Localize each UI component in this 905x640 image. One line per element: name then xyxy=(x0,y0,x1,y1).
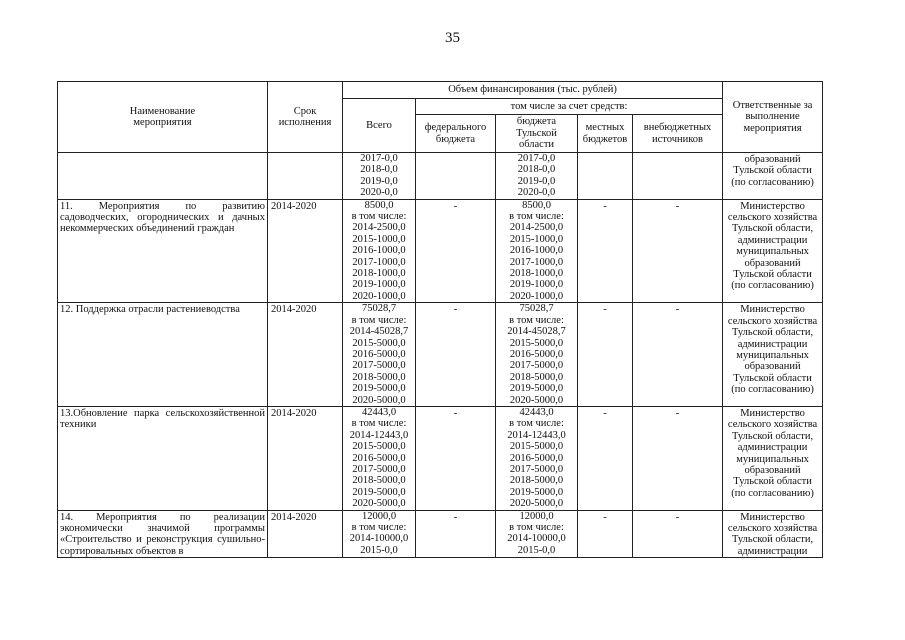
value-line: 12000,0 xyxy=(519,510,554,522)
responsible-line: администрации xyxy=(737,442,808,454)
value-line: 2018-5000,0 xyxy=(352,371,406,383)
value-line: 2019-5000,0 xyxy=(509,486,564,498)
extra-value: - xyxy=(633,303,723,407)
value-line: 2015-1000,0 xyxy=(509,233,564,245)
value-line: 8500,0 xyxy=(364,199,394,211)
value-line: 2018-0,0 xyxy=(517,164,556,176)
table-row xyxy=(58,510,823,558)
value-line: 2014-10000,0 xyxy=(507,533,566,545)
regional-values xyxy=(496,510,578,558)
responsible-line: (по согласованию) xyxy=(731,487,814,499)
value-line: 2019-5000,0 xyxy=(509,383,564,395)
header-volume: Объем финансирования (тыс. рублей) xyxy=(343,82,723,99)
value-line: 2016-5000,0 xyxy=(352,452,406,464)
total-values xyxy=(343,153,416,200)
header-local: местных бюджетов xyxy=(578,115,633,153)
value-line: 2014-12443,0 xyxy=(507,429,566,441)
value-line: 2020-1000,0 xyxy=(352,290,406,302)
table-row xyxy=(58,303,823,407)
responsible-line: Тульской области xyxy=(733,372,812,384)
measure-term: 2014-2020 xyxy=(268,406,343,510)
value-line: 2018-0,0 xyxy=(360,164,398,176)
regional-values xyxy=(496,406,578,510)
header-total: Всего xyxy=(343,99,416,153)
value-line: 2019-0,0 xyxy=(517,175,556,187)
header-responsible: Ответственные за выполнение мероприятия xyxy=(723,82,823,153)
value-line: в том числе: xyxy=(509,314,564,326)
financing-table xyxy=(57,81,823,558)
value-line: 2018-5000,0 xyxy=(352,475,406,487)
responsible-line: Тульской области xyxy=(733,269,812,281)
federal-value: - xyxy=(416,406,496,510)
value-line: 2016-1000,0 xyxy=(352,245,406,257)
total-values xyxy=(343,406,416,510)
value-line: 42443,0 xyxy=(519,406,554,418)
value-line: в том числе: xyxy=(351,418,407,430)
value-line: 42443,0 xyxy=(361,406,397,418)
header-name: Наименование мероприятия xyxy=(58,82,268,153)
responsible-line: Министерство xyxy=(740,200,805,212)
regional-values xyxy=(496,199,578,303)
value-line: в том числе: xyxy=(509,522,564,533)
responsible-line: Тульской области, xyxy=(731,534,814,546)
federal-value: - xyxy=(416,510,496,558)
value-line: 2020-5000,0 xyxy=(509,394,564,406)
value-line: 2018-1000,0 xyxy=(509,268,564,280)
value-line: 2014-45028,7 xyxy=(349,326,409,338)
value-line: 2018-5000,0 xyxy=(509,371,564,383)
federal-value: - xyxy=(416,199,496,303)
value-line: 2015-5000,0 xyxy=(509,337,564,349)
responsible-line: сельского хозяйства xyxy=(727,315,818,327)
value-line: 2018-1000,0 xyxy=(352,268,406,280)
measure-name xyxy=(58,153,268,200)
table-row xyxy=(58,406,823,510)
measure-name: 14. Мероприятия по реализации экономически значимой программы «Строительство и реконструкция сушильно-сортировальных объектов в xyxy=(58,510,268,558)
total-values xyxy=(343,199,416,303)
responsible-line: образований xyxy=(744,257,801,269)
responsible xyxy=(723,303,823,407)
value-line: 2014-12443,0 xyxy=(349,429,409,441)
table-body xyxy=(58,153,823,558)
responsible-line: администрации xyxy=(737,338,808,350)
responsible-line: Тульской области, xyxy=(731,223,814,235)
total-values xyxy=(343,510,416,558)
measure-name: 11. Мероприятия по развитию садоводческих, огороднических и дачных некоммерческих объединений граждан xyxy=(58,199,268,303)
value-line: в том числе: xyxy=(351,314,407,326)
page-number: 35 xyxy=(445,30,460,46)
measure-name: 12. Поддержка отрасли растениеводства xyxy=(58,303,268,407)
value-line: 2018-5000,0 xyxy=(509,475,564,487)
value-line: 2017-5000,0 xyxy=(509,463,564,475)
extra-value: - xyxy=(633,510,723,558)
value-line: 2020-5000,0 xyxy=(352,394,406,406)
value-line: 12000,0 xyxy=(361,510,397,522)
responsible-line: образований xyxy=(744,154,801,165)
local-value: - xyxy=(578,199,633,303)
measure-term: 2014-2020 xyxy=(268,510,343,558)
responsible xyxy=(723,199,823,303)
value-line: 75028,7 xyxy=(361,303,397,315)
value-line: 2015-0,0 xyxy=(517,544,556,556)
local-value: - xyxy=(578,303,633,407)
value-line: 2020-0,0 xyxy=(360,187,398,199)
table-row xyxy=(58,199,823,303)
value-line: 2014-2500,0 xyxy=(509,222,564,234)
responsible-line: администрации xyxy=(737,234,808,246)
responsible-line: (по согласованию) xyxy=(731,280,814,292)
responsible-line: администрации xyxy=(737,545,808,557)
responsible xyxy=(723,510,823,558)
regional-values xyxy=(496,153,578,200)
responsible-line: образований xyxy=(744,361,801,373)
value-line: 2017-5000,0 xyxy=(352,463,406,475)
extra-value: - xyxy=(633,406,723,510)
value-line: в том числе: xyxy=(509,211,564,223)
header-including: том числе за счет средств: xyxy=(416,99,723,115)
value-line: 2019-5000,0 xyxy=(352,383,406,395)
value-line: 2015-5000,0 xyxy=(352,337,406,349)
local-value: - xyxy=(578,510,633,558)
federal-value xyxy=(416,153,496,200)
responsible xyxy=(723,153,823,200)
value-line: 2017-1000,0 xyxy=(352,256,406,268)
value-line: 2016-5000,0 xyxy=(509,452,564,464)
value-line: 2015-5000,0 xyxy=(509,441,564,453)
value-line: 2020-5000,0 xyxy=(509,498,564,510)
responsible-line: муниципальных xyxy=(736,453,809,465)
header-extra: внебюджетных источников xyxy=(633,115,723,153)
value-line: 2016-5000,0 xyxy=(509,348,564,360)
value-line: 8500,0 xyxy=(522,199,551,211)
value-line: 2014-2500,0 xyxy=(352,222,406,234)
responsible-line: Тульской области xyxy=(733,165,812,177)
responsible-line: образований xyxy=(744,464,801,476)
responsible-line: сельского хозяйства xyxy=(727,419,818,431)
measure-term xyxy=(268,153,343,200)
responsible-line: сельского хозяйства xyxy=(727,523,818,534)
responsible-line: (по согласованию) xyxy=(731,384,814,396)
responsible-line: Тульской области, xyxy=(731,430,814,442)
table-row xyxy=(58,153,823,200)
responsible-line: муниципальных xyxy=(736,349,809,361)
value-line: 2016-1000,0 xyxy=(509,245,564,257)
measure-term: 2014-2020 xyxy=(268,199,343,303)
responsible-line: муниципальных xyxy=(736,246,809,258)
value-line: 2015-1000,0 xyxy=(352,233,406,245)
value-line: 2017-1000,0 xyxy=(509,256,564,268)
header-federal: федерального бюджета xyxy=(416,115,496,153)
value-line: 2015-0,0 xyxy=(360,544,398,556)
extra-value: - xyxy=(633,199,723,303)
value-line: 2020-1000,0 xyxy=(509,290,564,302)
measure-term: 2014-2020 xyxy=(268,303,343,407)
value-line: 2019-5000,0 xyxy=(352,486,406,498)
responsible-line: Министерство xyxy=(740,304,805,316)
measure-name: 13.Обновление парка сельскохозяйственной техники xyxy=(58,406,268,510)
value-line: 2014-10000,0 xyxy=(349,533,409,545)
responsible-line: Министерство xyxy=(740,407,805,419)
responsible-line: Тульской области, xyxy=(731,327,814,339)
extra-value xyxy=(633,153,723,200)
total-values xyxy=(343,303,416,407)
regional-values xyxy=(496,303,578,407)
value-line: в том числе: xyxy=(351,522,407,533)
local-value xyxy=(578,153,633,200)
value-line: 2019-1000,0 xyxy=(509,279,564,291)
value-line: 2020-5000,0 xyxy=(352,498,406,510)
value-line: в том числе: xyxy=(351,211,407,223)
value-line: 2014-45028,7 xyxy=(507,326,566,338)
value-line: 2015-5000,0 xyxy=(352,441,406,453)
header-regional: бюджета Тульской области xyxy=(496,115,578,153)
responsible xyxy=(723,406,823,510)
responsible-line: Министерство xyxy=(740,511,805,523)
value-line: 2017-0,0 xyxy=(360,153,398,164)
responsible-line: (по согласованию) xyxy=(731,176,814,188)
value-line: 2019-1000,0 xyxy=(352,279,406,291)
value-line: 2016-5000,0 xyxy=(352,348,406,360)
value-line: 2017-5000,0 xyxy=(509,360,564,372)
responsible-line: Тульской области xyxy=(733,476,812,488)
federal-value: - xyxy=(416,303,496,407)
value-line: 2020-0,0 xyxy=(517,187,556,199)
value-line: в том числе: xyxy=(509,418,564,430)
value-line: 2019-0,0 xyxy=(360,175,398,187)
header-term: Срок исполнения xyxy=(268,82,343,153)
responsible-line: сельского хозяйства xyxy=(727,212,818,224)
value-line: 2017-0,0 xyxy=(517,153,556,164)
local-value: - xyxy=(578,406,633,510)
value-line: 75028,7 xyxy=(519,303,554,315)
value-line: 2017-5000,0 xyxy=(352,360,406,372)
